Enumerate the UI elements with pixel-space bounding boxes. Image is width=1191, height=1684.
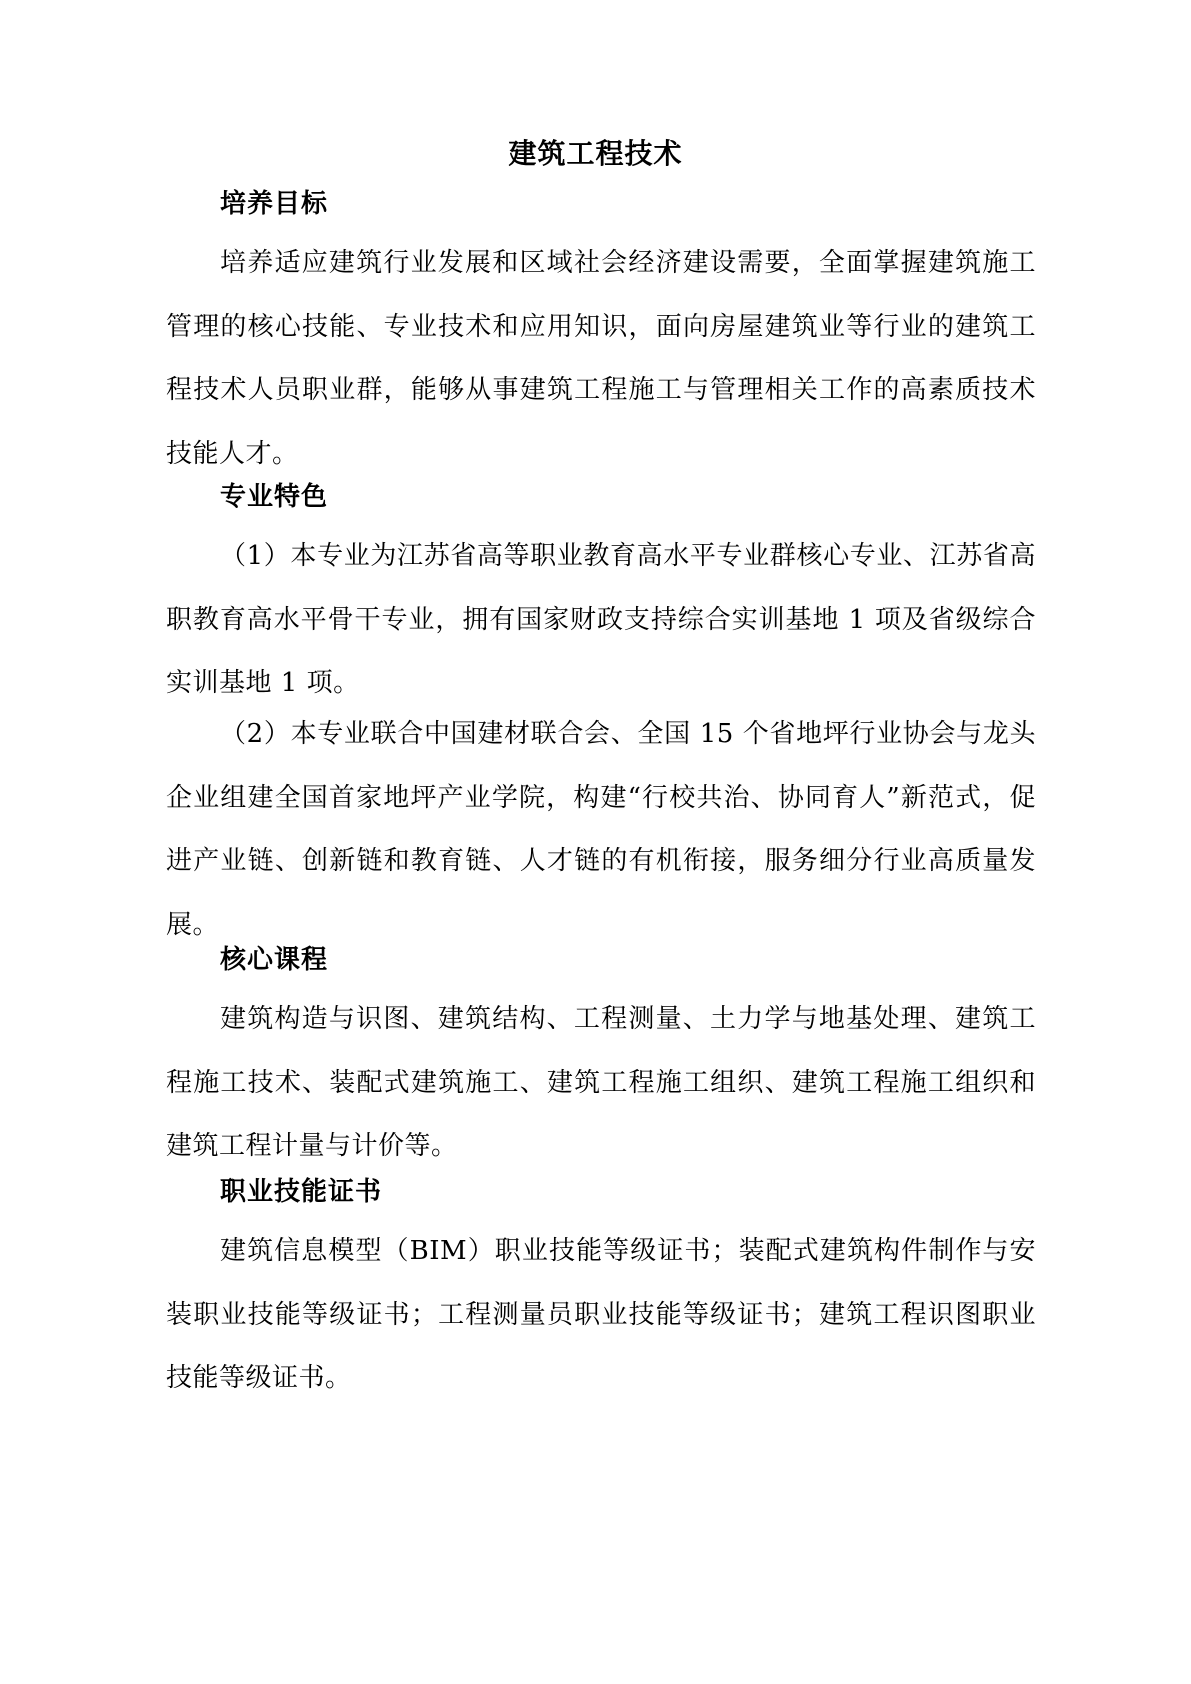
section-heading-training-goal: 培养目标: [220, 189, 329, 219]
paragraph-feature-1: （1）本专业为江苏省高等职业教育高水平专业群核心专业、江苏省高职教育高水平骨干专业，拥有国家财政支持综合实训基地 1 项及省级综合实训基地 1 项。: [166, 541, 1036, 698]
document-title: 建筑工程技术: [508, 137, 683, 170]
section-heading-certificates: 职业技能证书: [220, 1177, 383, 1207]
paragraph-core-courses: 建筑构造与识图、建筑结构、工程测量、土力学与地基处理、建筑工程施工技术、装配式建筑施工、建筑工程施工组织、建筑工程施工组织和建筑工程计量与计价等。: [166, 1004, 1036, 1161]
section-heading-core-courses: 核心课程: [220, 945, 329, 975]
paragraph-training-goal: 培养适应建筑行业发展和区域社会经济建设需要，全面掌握建筑施工管理的核心技能、专业技术和应用知识，面向房屋建筑业等行业的建筑工程技术人员职业群，能够从事建筑工程施工与管理相关工作的高素质技术技能人才。: [166, 248, 1036, 469]
paragraph-feature-2: （2）本专业联合中国建材联合会、全国 15 个省地坪行业协会与龙头企业组建全国首家地坪产业学院，构建“行校共治、协同育人”新范式，促进产业链、创新链和教育链、人才链的有机衔接，服务细分行业高质量发展。: [166, 719, 1036, 940]
paragraph-certificates: 建筑信息模型（BIM）职业技能等级证书；装配式建筑构件制作与安装职业技能等级证书；工程测量员职业技能等级证书；建筑工程识图职业技能等级证书。: [166, 1236, 1036, 1393]
section-heading-features: 专业特色: [220, 482, 329, 512]
